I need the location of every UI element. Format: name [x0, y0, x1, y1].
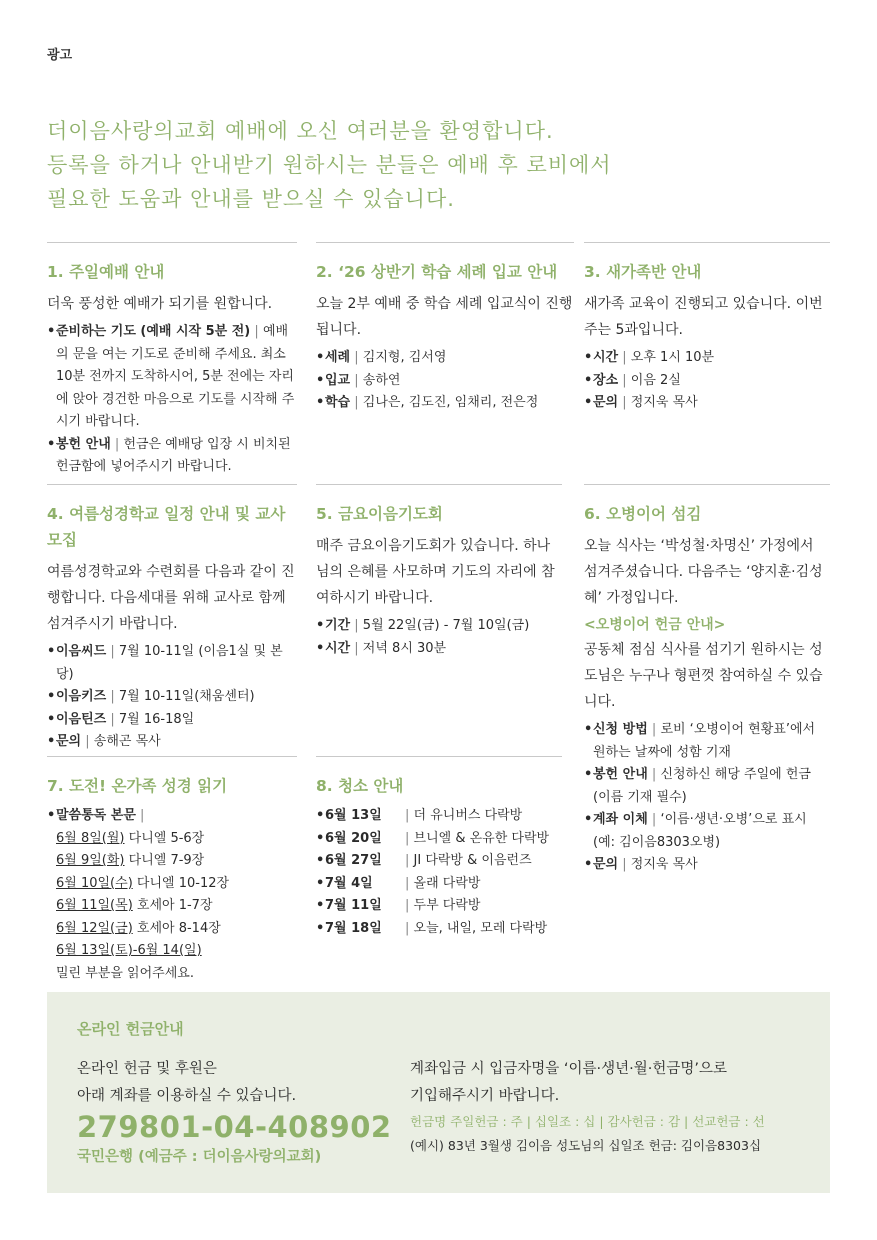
list-item: • 문의 | 정지욱 목사	[584, 854, 830, 877]
cleaning-row: • 7월 4일 | 올래 다락방	[316, 873, 562, 896]
section-title: 5. 금요이음기도회	[316, 505, 443, 523]
section-newcomer-class	[584, 242, 830, 415]
section-title: 3. 새가족반 안내	[584, 263, 702, 281]
section-sunday-service	[47, 242, 297, 479]
section-divider	[47, 242, 297, 243]
section-divider	[316, 756, 562, 757]
list-item: • 시간 | 오후 1시 10분	[584, 347, 830, 370]
reading-row: 6월 13일(토)-6월 14(일)	[56, 943, 202, 958]
panel-text: 온라인 헌금 및 후원은 아래 계좌를 이용하실 수 있습니다.	[77, 1061, 297, 1104]
reading-row: 6월 9일(화) 다니엘 7-9장	[56, 853, 205, 868]
list-item: • 계좌 이체 | ‘이름·생년·오병’으로 표시 (예: 김이음8303오병)	[584, 809, 830, 854]
reading-row: 6월 10일(수) 다니엘 10-12장	[56, 875, 230, 891]
section-divider	[316, 484, 562, 485]
section-divider	[47, 484, 297, 485]
list-item: • 문의 | 송해곤 목사	[47, 731, 297, 754]
list-item: • 이음키즈 | 7월 10-11일(채움센터)	[47, 686, 297, 709]
reading-row: 6월 12일(금) 호세아 8-14장	[56, 920, 221, 936]
ad-label: 광고	[47, 48, 73, 63]
section-title: 4. 여름성경학교 일정 안내 및 교사 모집	[47, 505, 286, 549]
section-five-loaves	[584, 484, 830, 877]
list-item: • 말씀통독 본문 |	[47, 805, 297, 828]
section-title: 8. 청소 안내	[316, 777, 404, 795]
section-text: 새가족 교육이 진행되고 있습니다. 이번 주는 5과입니다.	[584, 296, 823, 338]
reading-row: 6월 11일(목) 호세아 1-7장	[56, 898, 213, 913]
list-item: • 학습 | 김나은, 김도진, 임채리, 전은정	[316, 392, 574, 415]
list-item: • 봉헌 안내 | 헌금은 예배당 입장 시 비치된 헌금함에 넣어주시기 바랍니다.	[47, 434, 297, 479]
section-title: 2. ‘26 상반기 학습 세례 입교 안내	[316, 263, 558, 281]
section-baptism	[316, 242, 574, 415]
section-divider	[584, 242, 830, 243]
reading-footer: 밀린 부분을 읽어주세요.	[56, 965, 194, 981]
section-title: 1. 주일예배 안내	[47, 263, 165, 281]
section-friday-prayer	[316, 484, 562, 660]
cleaning-row: • 6월 13일 | 더 유니버스 다락방	[316, 805, 562, 828]
list-item: • 문의 | 정지욱 목사	[584, 392, 830, 415]
section-text: 여름성경학교와 수련회를 다음과 같이 진행합니다. 다음세대를 위해 교사로 함께 섬겨주시기 바랍니다.	[47, 564, 295, 632]
bank-name: 국민은행 (예금주 : 더이음사랑의교회)	[77, 1149, 322, 1165]
list-item: • 준비하는 기도 (예배 시작 5분 전) | 예배의 문을 여는 기도로 준비해 주세요. 최소 10분 전까지 도착하시어, 5분 전에는 자리에 앉아 경건한 마음으로 기도를 시작해 주시기 바랍니다.	[47, 321, 297, 434]
section-divider	[316, 242, 574, 243]
section-text: 매주 금요이음기도회가 있습니다. 하나님의 은혜를 사모하며 기도의 자리에 참여하시기 바랍니다.	[316, 538, 555, 606]
list-item: • 세례 | 김지형, 김서영	[316, 347, 574, 370]
account-number: 279801-04-408902	[77, 1110, 392, 1144]
section-summer-bible-school	[47, 484, 297, 754]
cleaning-row: • 7월 11일 | 두부 다락방	[316, 895, 562, 918]
deposit-instructions: 계좌입금 시 입금자명을 ‘이름·생년·월·헌금명’으로 기입해주시기 바랍니다.	[410, 1061, 728, 1104]
section-text: 오늘 2부 예배 중 학습 세례 입교식이 진행됩니다.	[316, 296, 573, 338]
section-text: 오늘 식사는 ‘박성철·차명신’ 가정에서 섬겨주셨습니다. 다음주는 ‘양지훈·김성혜’ 가정입니다.	[584, 538, 823, 606]
list-item: • 봉헌 안내 | 신청하신 해당 주일에 헌금 (이름 기재 필수)	[584, 764, 830, 809]
section-divider	[584, 484, 830, 485]
section-text: 더욱 풍성한 예배가 되기를 원합니다.	[47, 296, 273, 312]
section-bible-reading	[47, 756, 297, 985]
sub-title: <오병이어 헌금 안내>	[584, 617, 726, 633]
list-item: • 시간 | 저녁 8시 30분	[316, 638, 562, 661]
cleaning-row: • 7월 18일 | 오늘, 내일, 모레 다락방	[316, 918, 562, 941]
intro-message	[47, 114, 837, 216]
reading-row: 6월 8일(월) 다니엘 5-6장	[56, 830, 205, 846]
deposit-example: (예시) 83년 3월생 김이음 성도님의 십일조 헌금: 김이음8303십	[410, 1138, 762, 1153]
list-item: • 이음틴즈 | 7월 16-18일	[47, 709, 297, 732]
list-item: • 기간 | 5월 22일(금) - 7월 10일(금)	[316, 615, 562, 638]
intro-line: 필요한 도움과 안내를 받으실 수 있습니다.	[47, 187, 455, 211]
cleaning-row: • 6월 20일 | 브니엘 & 온유한 다락방	[316, 828, 562, 851]
cleaning-row: • 6월 27일 | JI 다락방 & 이음런즈	[316, 850, 562, 873]
section-text: 공동체 점심 식사를 섬기기 원하시는 성도님은 누구나 형편껏 참여하실 수 있습니다.	[584, 642, 823, 710]
online-offering-panel	[47, 992, 830, 1193]
section-cleaning	[316, 756, 562, 940]
section-title: 6. 오병이어 섬김	[584, 505, 702, 523]
panel-title: 온라인 헌금안내	[77, 1020, 184, 1038]
list-item: • 입교 | 송하연	[316, 370, 574, 393]
list-item: • 이음씨드 | 7월 10-11일 (이음1실 및 본당)	[47, 641, 297, 686]
intro-line: 더이음사랑의교회 예배에 오신 여러분을 환영합니다.	[47, 119, 554, 143]
list-item: • 신청 방법 | 로비 ‘오병이어 현황표’에서 원하는 날짜에 성함 기재	[584, 719, 830, 764]
offering-codes: 헌금명 주일헌금 : 주 | 십일조 : 십 | 감사헌금 : 감 | 선교헌금 : 선	[410, 1114, 765, 1129]
section-divider	[47, 756, 297, 757]
intro-line: 등록을 하거나 안내받기 원하시는 분들은 예배 후 로비에서	[47, 153, 612, 177]
section-title: 7. 도전! 온가족 성경 읽기	[47, 777, 228, 795]
list-item: • 장소 | 이음 2실	[584, 370, 830, 393]
